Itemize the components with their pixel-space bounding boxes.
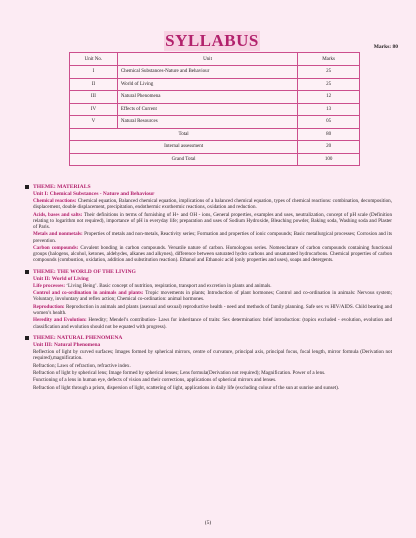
topic-paragraph	[33, 212, 392, 231]
total-value: 80	[298, 128, 360, 141]
topic-paragraph	[33, 245, 392, 264]
unit-no: II	[70, 78, 118, 91]
topic-text: Reproduction in animals and plants (asexual and sexual) reproductive health - need and methods of family planning. Safe sex vs HIV/AIDS. Child bearing and women’s health.	[33, 303, 392, 316]
topic-heading: Acids, bases and salts:	[33, 211, 83, 218]
marks-total: Marks: 80	[373, 44, 398, 50]
topic-paragraph: Refraction of light through a prism, dispersion of light, scattering of light, applications in daily life (excluding colour of the sun at sunrise and sunset).	[33, 384, 340, 391]
total-label: Total	[70, 128, 298, 141]
unit-heading: Unit III: Natural Phenomena	[33, 341, 101, 348]
syllabus-table	[69, 52, 360, 166]
topic-heading: Metals and nonmetals:	[33, 231, 83, 238]
page-title: SYLLABUS	[165, 31, 259, 50]
table-row	[70, 103, 360, 116]
topic-paragraph: Reflection of light by curved surfaces; Images formed by spherical mirrors, centre of curvature, principal axis, principal focus, focal length, mirror formula (Derivation not required),magnification.	[33, 348, 392, 362]
square-bullet-icon	[25, 270, 29, 274]
topic-text: Covalent bonding in carbon compounds. Versatile nature of carbon. Homologous series. Nomenclature of carbon compounds containing functional groups (halogens, alcohol, ketones, aldehydes, alkanes and alkynes), difference between saturated hydro carbons and unsaturated hydrocarbons. Chemical properties of carbon compounds (combustion, oxidation, addition and substitution reaction). Ethanol and Ethanoic acid (only properties and uses), soaps and detergents.	[33, 244, 392, 264]
unit-name: Chemical Substances-Nature and Behaviour	[117, 66, 297, 79]
unit-heading: Unit I: Chemical Substances - Nature and Behaviour	[33, 191, 155, 197]
table-row	[70, 91, 360, 104]
table-row	[70, 78, 360, 91]
topic-text: Their definitions in terms of furnishing of H+ and OH - ions, General properties, examples and uses, neutralization, concept of pH scale (Definition relating to logarithm not required), importance of pH in everyday life; preparation and uses of Sodium Hydroxide, Bleaching powder, Baking soda, Washing soda and Plaster of Paris.	[33, 211, 392, 230]
unit-marks: 25	[298, 78, 360, 91]
theme-title: THEME: MATERIALS	[33, 184, 91, 190]
unit-name: World of Living	[117, 78, 297, 91]
theme-heading	[33, 269, 392, 276]
topic-paragraph	[33, 304, 392, 316]
topic-heading: Chemical reactions:	[33, 198, 77, 204]
unit-name: Natural Phenomena	[117, 91, 297, 104]
square-bullet-icon	[25, 336, 29, 340]
topic-heading: Heredity and Evolution:	[33, 317, 87, 324]
grand-total-value: 100	[298, 153, 360, 166]
header-unit-no: Unit No.	[70, 53, 118, 66]
unit-marks: 13	[298, 103, 360, 116]
internal-value: 20	[298, 141, 360, 154]
topic-paragraph	[33, 317, 392, 329]
topic-paragraph: Refraction of light by spherical lens; Image formed by spherical lenses; Lens formula(Derivation not required); Magnification. Power of a lens.	[33, 369, 326, 376]
topic-heading: Reproduction:	[33, 303, 65, 310]
internal-label: Internal assessment	[70, 141, 298, 154]
internal-assessment-row	[70, 141, 360, 154]
topic-heading: Carbon compounds:	[33, 244, 79, 251]
theme-heading	[33, 184, 392, 191]
topic-paragraph	[33, 283, 392, 289]
page-number: (5)	[204, 520, 212, 526]
topic-heading: Life processes:	[33, 282, 66, 289]
topic-paragraph: Functioning of a lens in human eye, defects of vision and their corrections, applications of spherical mirrors and lenses.	[33, 377, 277, 384]
topic-text: ‘Living Being’. Basic concept of nutrition, respiration, transport and excretion in plants and animals.	[65, 282, 272, 289]
topic-text: Heredity; Mendel’s contribution- Laws for inheritance of traits: Sex determination: brief introduction: (topics excluded - evolution, evolution and classification and evolution should not be equated with progress).	[33, 317, 392, 330]
topic-paragraph	[33, 198, 392, 210]
unit-no: III	[70, 91, 118, 104]
topic-paragraph	[33, 231, 392, 243]
header-unit: Unit	[117, 53, 297, 66]
unit-name: Natural Resources	[117, 116, 297, 129]
unit-no: IV	[70, 103, 118, 116]
grand-total-label: Grand Total	[70, 153, 298, 166]
unit-marks: 25	[298, 66, 360, 79]
unit-name: Effects of Current	[117, 103, 297, 116]
table-row	[70, 66, 360, 79]
table-header-row	[70, 53, 360, 66]
table-row	[70, 116, 360, 129]
unit-no: V	[70, 116, 118, 129]
theme-title: THEME: NATURAL PHENOMENA	[33, 334, 123, 341]
header-marks: Marks	[298, 53, 360, 66]
unit-heading: Unit II: World of Living	[33, 275, 89, 282]
topic-heading: Control and co-ordination in animals and plants:	[33, 290, 144, 297]
square-bullet-icon	[25, 185, 29, 189]
syllabus-content	[33, 183, 392, 392]
grand-total-row	[70, 153, 360, 166]
topic-text: Chemical equation, Balanced chemical equation, implications of a balanced chemical equation, types of chemical reactions: combination, decomposition, displacement, double displacement, precipitation, endothermic exothermic reactions, oxidation and reduction.	[33, 198, 392, 211]
topic-paragraph: Refraction; Laws of refraction, refractive index.	[33, 362, 131, 369]
unit-marks: 12	[298, 91, 360, 104]
topic-text: Tropic movements in plants; Introduction of plant hormones; Control and co-ordination in animals: Nervous system; Voluntary, involuntary and reflex action; Chemical co-ordination: animal hormones.	[33, 290, 392, 303]
unit-no: I	[70, 66, 118, 79]
topic-paragraph	[33, 290, 392, 302]
theme-title: THEME: THE WORLD OF THE LIVING	[33, 268, 136, 275]
unit-marks: 05	[298, 116, 360, 129]
total-row	[70, 128, 360, 141]
topic-text: Properties of metals and non-metals, Reactivity series; Formation and properties of ionic compounds; Basic metallurgical processes; Corrosion and its prevention.	[33, 231, 392, 244]
theme-heading	[33, 335, 392, 342]
